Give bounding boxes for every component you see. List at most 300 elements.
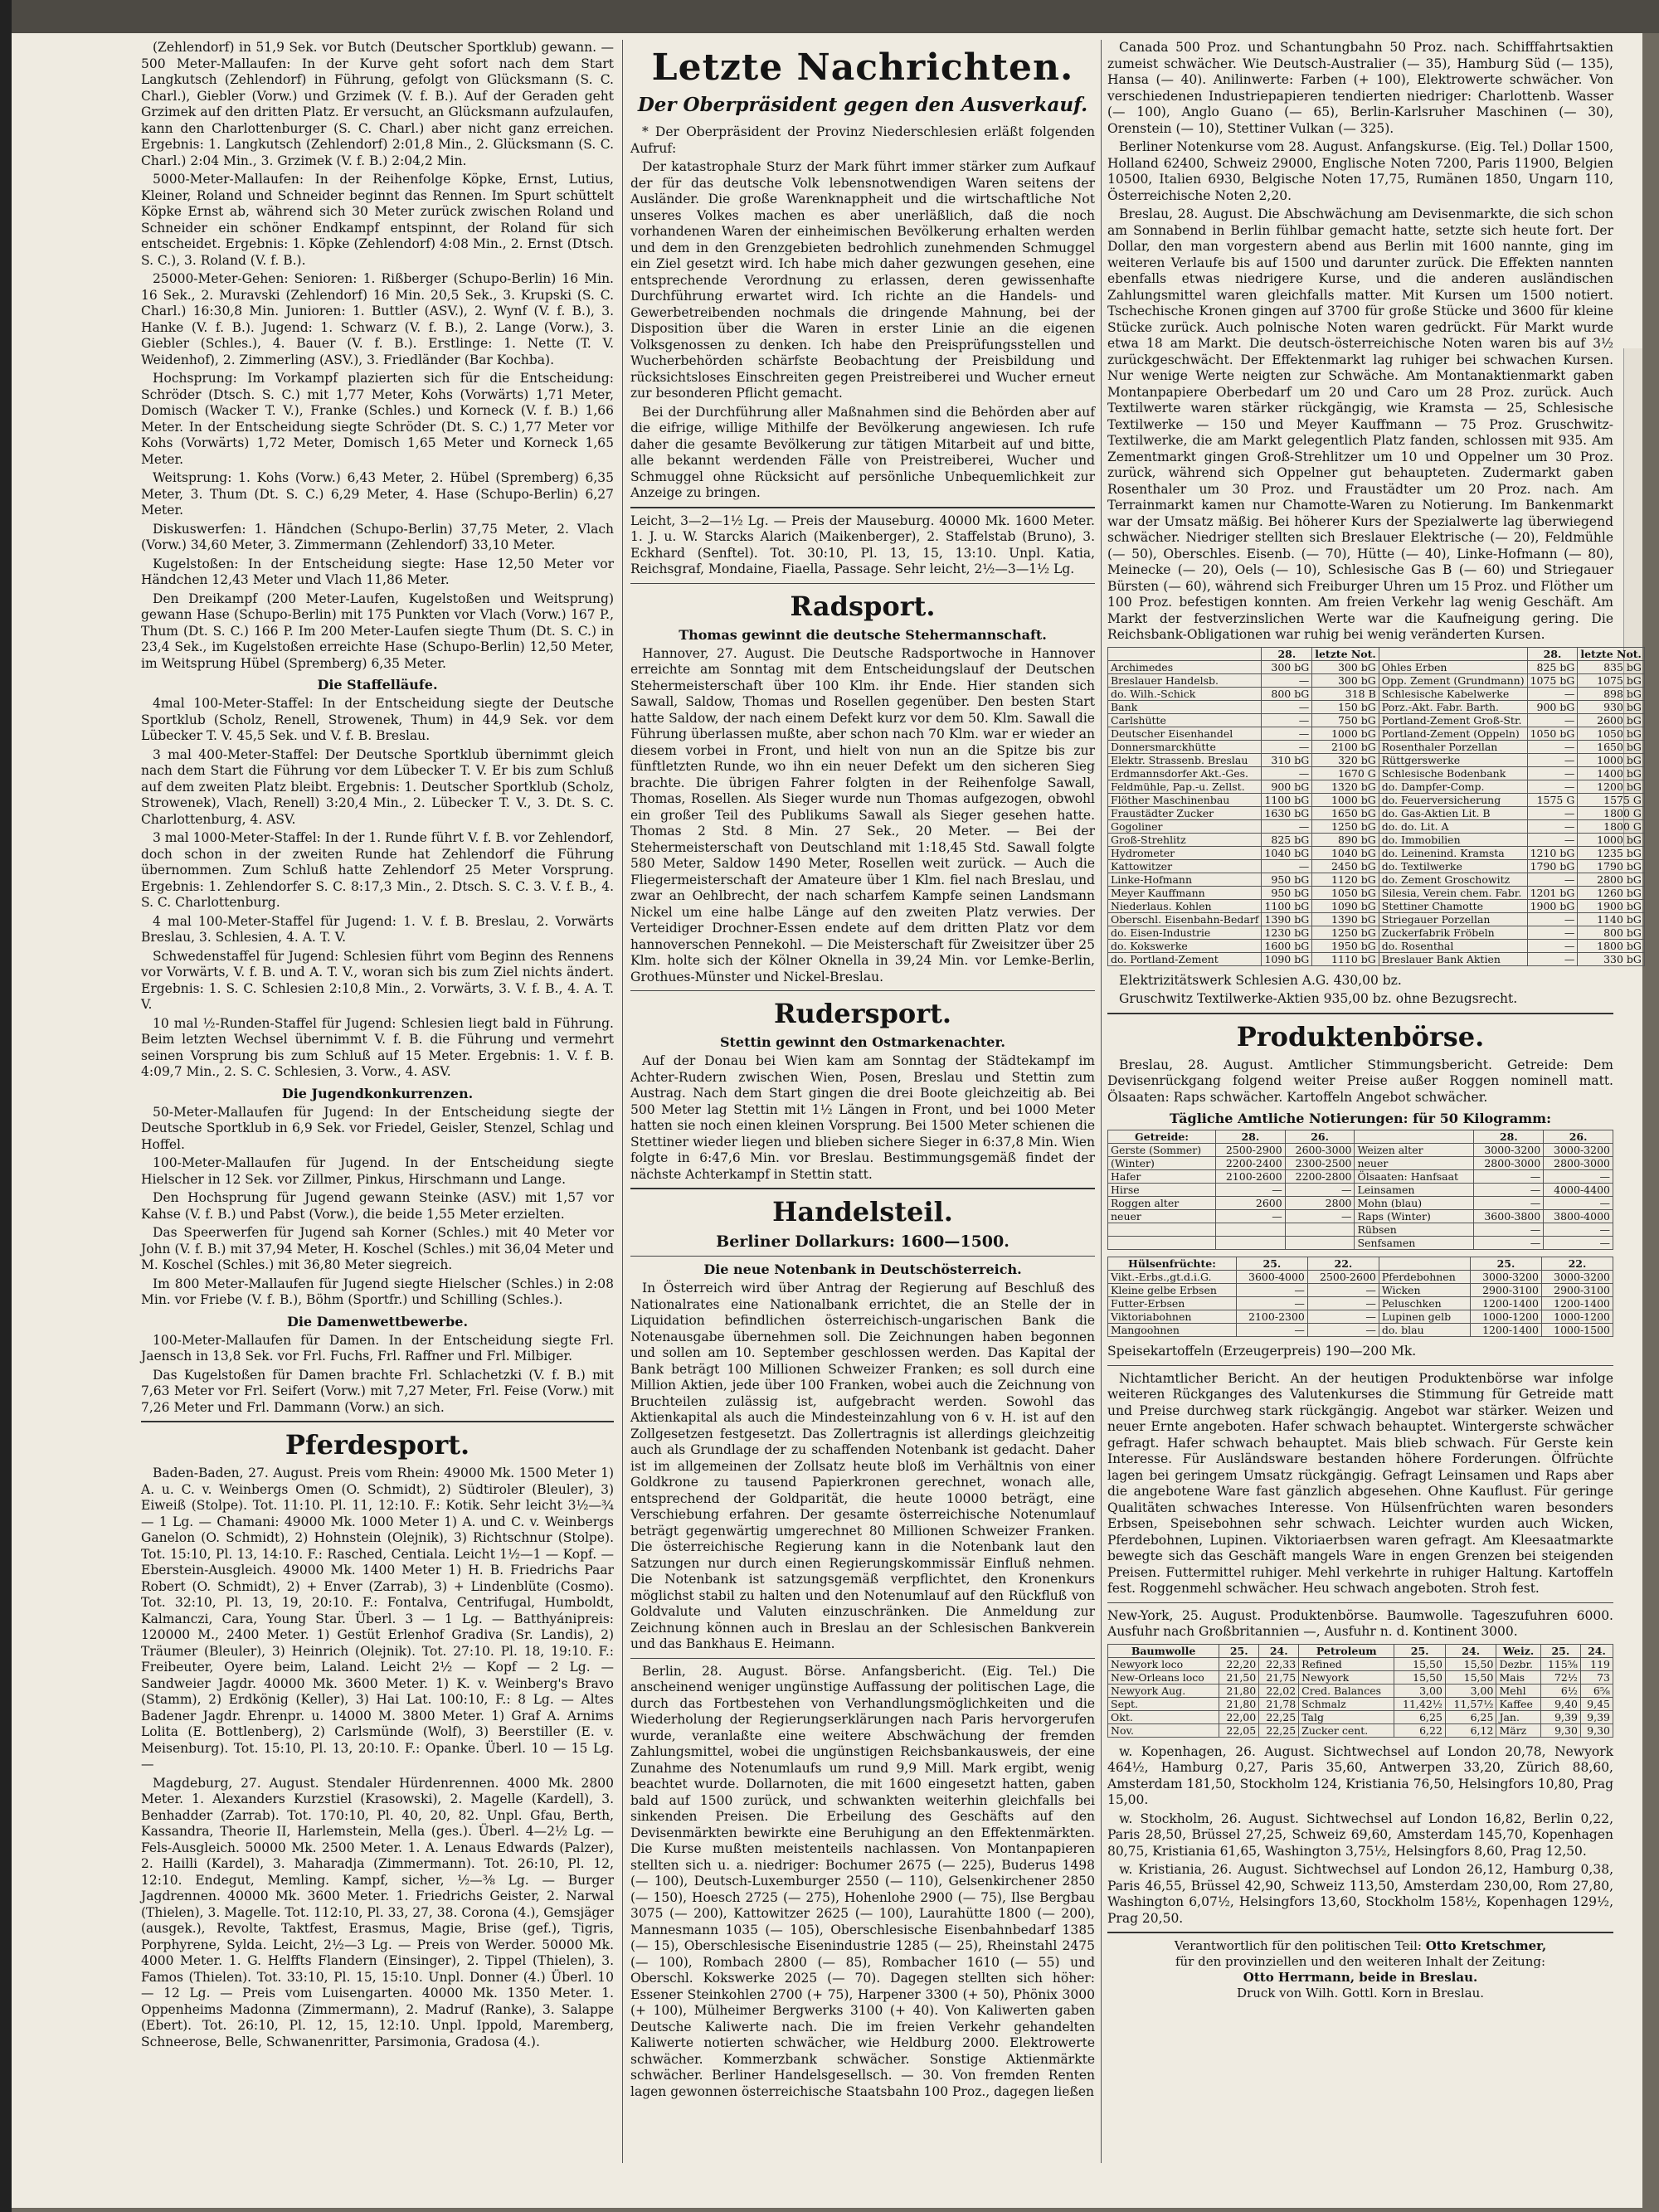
divider: [1107, 1932, 1613, 1933]
produktenborse-heading: Produktenbörse.: [1236, 1020, 1485, 1053]
table-row: [1108, 1310, 1613, 1324]
paragraph: 25000-Meter-Gehen: Senioren: 1. Rißberger (Schupo-Berlin) 16 Min. 16 Sek., 2. Muravski (Zehlendorf) 16 Min. 20,5 Sek., 3. Krupski (S. C. Charl.) 16:30,8 Min. Junioren: 1. Buttler (ASV.), 2. Wynf (V. f. B.), 3. Hanke (V. f. B.). Jugend: 1. Schwarz (V. f. B.), 2. Lange (Vorw.), 3. Giebler (Schles.), 4. Bauer (V. f. B.). Erstlinge: 1. Nette (T. V. Weidenhof), 2. Zimmerling (ASV.), 3. Friedländer (Bar Kochba).: [141, 271, 614, 367]
table-cell: 310 bG: [1262, 753, 1312, 766]
paragraph: 5000-Meter-Mallaufen: In der Reihenfolge Köpke, Ernst, Lutius, Kleiner, Roland und Schneider beginnt das Rennen. Im Spurt schüttelt Köpke Ernst ab, während sich 30 Meter zurück zwischen Roland und Schneider ein schöner Endkampf entspinnt, der Roland für sich entscheidet. Ergebnis: 1. Köpke (Zehlendorf) 4:08 Min., 2. Ernst (Dtsch. S. C.), 3. Roland (V. f. B.).: [141, 172, 614, 268]
table-cell: do. Dampfer-Comp.: [1379, 780, 1527, 793]
table-cell: 22,02: [1259, 1684, 1299, 1697]
radsport-subheading: Thomas gewinnt die deutsche Stehermannschaft.: [679, 626, 1047, 643]
table-row: [1108, 687, 1645, 700]
table-cell: —: [1236, 1297, 1307, 1310]
table-cell: —: [1262, 740, 1312, 753]
table-cell: 1200 bG: [1578, 780, 1645, 793]
paragraph: Diskuswerfen: 1. Händchen (Schupo-Berlin) 37,75 Meter, 2. Vlach (Vorw.) 34,60 Meter, 3. Zimmermann (Zehlendorf) 33,10 Meter.: [141, 521, 614, 552]
table-cell: 1110 bG: [1312, 952, 1379, 965]
table-cell: do. Gas-Aktien Lit. B: [1379, 806, 1527, 819]
table-cell: 1630 bG: [1262, 806, 1312, 819]
table-cell: 825 bG: [1262, 833, 1312, 846]
table-row: [1108, 673, 1645, 687]
paragraph: w. Stockholm, 26. August. Sichtwechsel auf London 16,82, Berlin 0,22, Paris 28,50, Brüssel 27,25, Schweiz 69,60, Amsterdam 145,70, Kopenhagen 80,75, Kristiania 61,65, Washington 3,75½, Helsingfors 8,60, Prag 12,50.: [1107, 1811, 1613, 1859]
table-header-cell: letzte Not.: [1312, 647, 1379, 660]
table-cell: Silesia, Verein chem. Fabr.: [1379, 886, 1527, 899]
table-cell: [1108, 1223, 1216, 1237]
table-cell: Donnersmarckhütte: [1108, 740, 1262, 753]
table-cell: 2500-2600: [1307, 1271, 1379, 1284]
table-header-cell: 22.: [1541, 1257, 1613, 1271]
table-cell: Refined: [1299, 1657, 1394, 1670]
table-cell: —: [1285, 1210, 1355, 1223]
table-cell: Cred. Balances: [1299, 1684, 1394, 1697]
newyork-heading: New-York, 25. August. Produktenbörse. Baumwolle. Tageszufuhren 6000. Ausfuhr nach Großbritannien —, Ausfuhr n. d. Kontinent 3000.: [1107, 1607, 1613, 1639]
table-cell: 1600 bG: [1262, 939, 1312, 952]
table-cell: Mangoohnen: [1108, 1324, 1237, 1337]
table-cell: 900 bG: [1527, 700, 1578, 713]
scan-top-band: [0, 0, 1659, 33]
table-cell: 11,42½: [1394, 1697, 1446, 1710]
table-cell: Hydrometer: [1108, 846, 1262, 859]
table-row: [1108, 819, 1645, 833]
table-cell: 9,40: [1540, 1697, 1580, 1710]
wechsel-text: [1107, 1744, 1613, 1928]
table-cell: 1210 bG: [1527, 846, 1578, 859]
pferdesport-heading: Pferdesport.: [285, 1429, 470, 1461]
table-row: [1108, 1170, 1613, 1184]
table-cell: Weizen alter: [1355, 1144, 1474, 1157]
paragraph: 50-Meter-Mallaufen für Jugend: In der Entscheidung siegte der Deutsche Sportklub in 6,9 Sek. vor Friedel, Geisler, Stenzel, Schlag und Hoffel.: [141, 1104, 614, 1152]
table-cell: —: [1474, 1184, 1544, 1197]
table-cell: 1000-1200: [1470, 1310, 1541, 1324]
table-cell: —: [1262, 727, 1312, 740]
newyork-table-header: [1108, 1644, 1613, 1657]
divider: [630, 507, 1095, 508]
table-cell: 330 bG: [1578, 952, 1645, 965]
table-cell: 1390 bG: [1312, 912, 1379, 926]
table-cell: 300 bG: [1262, 660, 1312, 673]
table-cell: 2800-3000: [1474, 1157, 1544, 1170]
table-cell: [1285, 1237, 1355, 1250]
table-row: [1108, 846, 1645, 859]
table-cell: Rüttgerswerke: [1379, 753, 1527, 766]
huelsen-table: [1107, 1257, 1613, 1337]
table-cell: Opp. Zement (Grundmann): [1379, 673, 1527, 687]
table-cell: Okt.: [1108, 1710, 1219, 1723]
table-cell: Zucker cent.: [1299, 1723, 1394, 1737]
table-cell: —: [1527, 713, 1578, 727]
newyork-table: [1107, 1644, 1613, 1738]
table-header-cell: 24.: [1445, 1644, 1496, 1657]
huelsen-table-block: [1107, 1257, 1613, 1337]
table-row: [1108, 1223, 1613, 1237]
table-header-cell: Petroleum: [1299, 1644, 1394, 1657]
table-cell: —: [1474, 1197, 1544, 1210]
paragraph: 100-Meter-Mallaufen für Jugend. In der Entscheidung siegte Hielscher in 12 Sek. vor Zillmer, Pinkus, Hirschmann und Lange.: [141, 1155, 614, 1187]
paragraph: 100-Meter-Mallaufen für Damen. In der Entscheidung siegte Frl. Jaensch in 13,8 Sek. vor Frl. Fuchs, Frl. Raffner und Frl. Milbiger.: [141, 1332, 614, 1364]
getreide-table: [1107, 1130, 1613, 1250]
paragraph: Bei der Durchführung aller Maßnahmen sind die Behörden aber auf die eifrige, willige Mithilfe der Bevölkerung angewiesen. Ich rufe daher die gesamte Bevölkerung zur tätigen Mitarbeit auf und bitte, alle bekannt werdenden Fälle von Preistreiberei, Wucher und Schmuggel ohne Rücksicht auf persönliche Unbequemlichkeit zur Anzeige zu bringen.: [630, 404, 1095, 500]
table-cell: Rübsen: [1355, 1223, 1474, 1237]
table-cell: —: [1307, 1324, 1379, 1337]
table-cell: 2900-3100: [1470, 1284, 1541, 1297]
table-cell: Rosenthaler Porzellan: [1379, 740, 1527, 753]
table-cell: 1050 bG: [1527, 727, 1578, 740]
table-cell: 1900 bG: [1527, 899, 1578, 912]
table-cell: Newyork loco: [1108, 1657, 1219, 1670]
column-news: [630, 40, 1095, 2196]
table-cell: 2500-2900: [1215, 1144, 1285, 1157]
table-cell: Pferdebohnen: [1379, 1271, 1470, 1284]
amtlich-heading: Tägliche Amtliche Notierungen: für 50 Kilogramm:: [1170, 1111, 1551, 1126]
table-row: [1108, 873, 1645, 886]
divider: [1107, 1602, 1613, 1603]
table-cell: Carlshütte: [1108, 713, 1262, 727]
table-row: [1108, 1157, 1613, 1170]
table-cell: Niederlaus. Kohlen: [1108, 899, 1262, 912]
table-cell: 119: [1580, 1657, 1613, 1670]
table-cell: Kleine gelbe Erbsen: [1108, 1284, 1237, 1297]
table-cell: 3800-4000: [1544, 1210, 1613, 1223]
table-cell: —: [1262, 673, 1312, 687]
table-cell: Viktoriabohnen: [1108, 1310, 1237, 1324]
table-cell: Fraustädter Zucker: [1108, 806, 1262, 819]
paragraph: In Österreich wird über Antrag der Regierung auf Beschluß des Nationalrates eine Nationalbank errichtet, die an Stelle der in Liquidation befindlichen österreichisch-ungarischen Bank die Notenausgabe übernehmen soll. Die Zeichnungen haben begonnen und sollen am 10. September geschlossen werden. Das Kapital der Bank beträgt 100 Millionen Schweizer Franken; es soll durch eine Million Aktien, jede über 100 Franken, wobei auch die Zeichnung von Bruchteilen zulässig ist, aufgebracht werden. Sowohl das Aktienkapital als auch die Mindesteinzahlung von 6 v. H. ist auf den Zollgesetzen festgesetzt. Das Zollertragnis ist allerdings gleichzeitig auch als Grundlage der zu schaffenden Notenbank ist gedacht. Daher ist im allgemeinen der Zollsatz heute bloß im Verhältnis von einer Goldkrone zu tausend Papierkronen gerechnet, wonach alle, entsprechend der Goldparität, die heute 10000 beträgt, eine Verschiebung erfahren. Der gesamte österreichische Notenumlauf beträgt gegenwärtig umgerechnet 80 Millionen Schweizer Franken. Die österreichische Regierung kann in die Notenbank laut den Satzungen nur durch einen Regierungskommissär Einfluß nehmen. Die Notenbank ist satzungsgemäß verpflichtet, den Kronenkurs möglichst stabil zu halten und den Notenumlauf auf den Rückfluß von Goldvalute und Valuten einzuschränken. Die Anmeldung zur Zeichnung können auch in Breslau an der Schlesischen Bankverein und das Bankhaus E. Heimann.: [630, 1281, 1095, 1651]
table-cell: do. do. Lit. A: [1379, 819, 1527, 833]
column-rule: [1101, 40, 1102, 2163]
table-cell: —: [1307, 1284, 1379, 1297]
table-cell: 9,30: [1580, 1723, 1613, 1737]
table-cell: neuer: [1108, 1210, 1216, 1223]
table-cell: Roggen alter: [1108, 1197, 1216, 1210]
table-header-cell: Getreide:: [1108, 1130, 1216, 1144]
table-cell: 1650 bG: [1578, 740, 1645, 753]
imprint-line-1: Verantwortlich für den politischen Teil:: [1174, 1938, 1422, 1953]
table-cell: —: [1474, 1223, 1544, 1237]
paragraph: Im 800 Meter-Mallaufen für Jugend siegte Hielscher (Schles.) in 2:08 Min. vor Friebe (V. f. B.), Böhm (Sportfr.) und Schilling (Schles.).: [141, 1276, 614, 1307]
divider: [630, 1188, 1095, 1189]
table-cell: do. Portland-Zement: [1108, 952, 1262, 965]
table-row: [1108, 700, 1645, 713]
table-cell: —: [1236, 1324, 1307, 1337]
table-row: [1108, 1710, 1613, 1723]
table-cell: 1200-1400: [1541, 1297, 1613, 1310]
table-cell: 2900-3100: [1541, 1284, 1613, 1297]
table-row: [1108, 1271, 1613, 1284]
table-cell: 6,25: [1394, 1710, 1446, 1723]
table-cell: 2800: [1285, 1197, 1355, 1210]
column-sport: [141, 40, 614, 2196]
table-cell: —: [1527, 766, 1578, 780]
mauseburg-result: Leicht, 3—2—1½ Lg. — Preis der Mauseburg. 40000 Mk. 1600 Meter. 1. J. u. W. Starcks Alarich (Maikenberger), 2. Staffelstab (Bruno), 3. Eckhard (Senftel). Tot. 30:10, Pl. 13, 15, 13:10. Unpl. Katia, Reichsgraf, Mondaine, Fiaella, Passage. Sehr leicht, 2½—3—1½ Lg.: [630, 513, 1095, 576]
table-cell: 1050 bG: [1312, 886, 1379, 899]
table-cell: 21,50: [1219, 1670, 1259, 1684]
table-cell: 1000 bG: [1578, 753, 1645, 766]
market-lead-text: [1107, 40, 1613, 644]
table-cell: Bank: [1108, 700, 1262, 713]
table-row: [1108, 859, 1645, 873]
table-cell: 3000-3200: [1474, 1144, 1544, 1157]
table-cell: 1250 bG: [1312, 926, 1379, 939]
table-cell: 1040 bG: [1312, 846, 1379, 859]
table-cell: 3000-3200: [1544, 1144, 1613, 1157]
table-row: [1108, 899, 1645, 912]
paragraph: Baden-Baden, 27. August. Preis vom Rhein: 49000 Mk. 1500 Meter 1) A. u. C. v. Weinbergs Omen (O. Schmidt), 2) Südtiroler (Bleuler), 3) Eiweiß (Stolpe). Tot. 11:10. Pl. 11, 12:10. F.: Kotik. Sehr leicht 3½—¾ — 1 Lg. — Chamani: 49000 Mk. 1000 Meter 1) A. und C. v. Weinbergs Ganelon (O. Schmidt), 2) Hohnstein (Olejnik), 3) Richtschnur (Stolpe). Tot. 15:10, Pl. 13, 14:10. F.: Rasched, Centiala. Leicht 1½—1 — Kopf. — Eberstein-Ausgleich. 49000 Mk. 1400 Meter 1) H. B. Friedrichs Paar Robert (O. Schmidt), 2) + Enver (Zarrab), 3) + Lindenblüte (Cosmo). Tot. 32:10, Pl. 13, 19, 20:10. F.: Fontalva, Centrifugal, Humboldt, Kalmanczi, Cara, Young Star. Überl. 3 — 1 Lg. — Batthyánipreis: 120000 M., 2400 Meter. 1) Gestüt Erlenhof Gradiva (Sr. Landis), 2) Träumer (Bleuler), 3) Heinrich (Olejnik). Tot. 27:10. Pl. 18, 19:10. F.: Freibeuter, Oyere beim, Laland. Leicht 2½ — Kopf — 2 Lg. — Sandweier Jagdr. 40000 Mk. 3600 Meter. 1) K. v. Weinberg's Bravo (Stamm), 2) Erdkönig (Keller), 3) Hai Lat. 100:10, F.: 8 Lg. — Altes Badener Jagdr. Ehrenpr. u. 14000 M. 3800 Meter. 1) Graf A. Arnims Lolita (E. Bottlenberg), 2) Carlsmünde (Wolf), 3) Beerstiller (E. v. Meisenburg). Tot. 15:10, Pl. 13, 20:10. F.: Opanke. Überl. 10 — 15 Lg. —: [141, 1466, 614, 1772]
table-cell: 3000-3200: [1470, 1271, 1541, 1284]
scan-binding-edge: [0, 0, 12, 2212]
table-cell: 1090 bG: [1312, 899, 1379, 912]
table-cell: 2600: [1215, 1197, 1285, 1210]
radsport-heading: Radsport.: [790, 590, 936, 622]
table-cell: 300 bG: [1312, 660, 1379, 673]
table-row: [1108, 727, 1645, 740]
handelsteil-heading: Handelsteil.: [772, 1196, 953, 1228]
table-cell: Sept.: [1108, 1697, 1219, 1710]
table-cell: 9,39: [1540, 1710, 1580, 1723]
table-cell: 2200-2800: [1285, 1170, 1355, 1184]
paragraph: Das Kugelstoßen für Damen brachte Frl. Schlachetzki (V. f. B.) mit 7,63 Meter vor Frl. Seifert (Vorw.) mit 7,27 Meter, Frl. Feise (Vorw.) mit 7,26 Meter und Frl. Dammann (Vorw.) an sich.: [141, 1367, 614, 1415]
table-cell: 1575 G: [1578, 793, 1645, 806]
table-cell: 1650 bG: [1312, 806, 1379, 819]
table-cell: 1000-1500: [1541, 1324, 1613, 1337]
table-cell: 1000 bG: [1312, 727, 1379, 740]
table-cell: Linke-Hofmann: [1108, 873, 1262, 886]
table-cell: Wicken: [1379, 1284, 1470, 1297]
paragraph: Berliner Notenkurse vom 28. August. Anfangskurse. (Eig. Tel.) Dollar 1500, Holland 62400, Schweiz 29000, Englische Noten 7200, Paris 11900, Belgien 10500, Italien 6930, Belgische Noten 17,75, Rumänen 1850, Ungarn 110, Österreichische Noten 2,20.: [1107, 139, 1613, 203]
table-cell: Mehl: [1496, 1684, 1540, 1697]
table-cell: Nov.: [1108, 1723, 1219, 1737]
table-cell: (Winter): [1108, 1157, 1216, 1170]
table-cell: 1075 bG: [1578, 673, 1645, 687]
table-cell: 22,00: [1219, 1710, 1259, 1723]
getreide-table-block: [1107, 1130, 1613, 1250]
table-cell: 1200-1400: [1470, 1324, 1541, 1337]
paragraph: Schwedenstaffel für Jugend: Schlesien führt vom Beginn des Rennens vor Vorwärts, V. f. B. und A. T. V., woran sich bis zum Ziel nichts ändert. Ergebnis: 1. S. C. Schlesien 2:10,8 Min., 2. Vorwärts, 3. V. f. B., 4. A. T. V.: [141, 948, 614, 1012]
table-cell: —: [1262, 859, 1312, 873]
table-cell: Leinsamen: [1355, 1184, 1474, 1197]
table-cell: 1000 bG: [1578, 833, 1645, 846]
table-header-cell: 26.: [1285, 1130, 1355, 1144]
table-cell: —: [1262, 700, 1312, 713]
paragraph: w. Kristiania, 26. August. Sichtwechsel auf London 26,12, Hamburg 0,38, Paris 46,55, Brüssel 42,90, Schweiz 113,50, Amsterdam 230,00, Rom 27,80, Washington 6,07½, Helsingfors 13,60, Stockholm 158½, Kopenhagen 129½, Prag 20,50.: [1107, 1862, 1613, 1926]
table-cell: —: [1527, 833, 1578, 846]
huelsen-table-header: [1108, 1257, 1613, 1271]
jugend-heading: Die Jugendkonkurrenzen.: [281, 1085, 474, 1101]
table-cell: 1790 bG: [1578, 859, 1645, 873]
table-cell: 21,80: [1219, 1684, 1259, 1697]
table-cell: —: [1474, 1170, 1544, 1184]
table-row: [1108, 1197, 1613, 1210]
table-cell: 3000-3200: [1541, 1271, 1613, 1284]
table-cell: 72½: [1540, 1670, 1580, 1684]
table-row: [1108, 1144, 1613, 1157]
table-cell: —: [1215, 1210, 1285, 1223]
table-cell: —: [1236, 1284, 1307, 1297]
paragraph: (Zehlendorf) in 51,9 Sek. vor Butch (Deutscher Sportklub) gewann. — 500 Meter-Mallaufen: In der Kurve geht sofort nach dem Start Langkutsch (Zehlendorf) in Führung, gefolgt von Glücksmann (S. C. Charl.), Giebler (Vorw.) und Grzimek (V. f. B.). Auf der Geraden geht Grzimek auf den dritten Platz. Er versucht, an Glücksmann aufzulaufen, kann den Charlottenburger (S. C. Charl.) aber nicht ganz erreichen. Ergebnis: 1. Langkutsch (Zehlendorf) 2:01,8 Min., 2. Glücksmann (S. C. Charl.) 2:04 Min., 3. Grzimek (V. f. B.) 2:04,2 Min.: [141, 40, 614, 168]
table-cell: 1250 bG: [1312, 819, 1379, 833]
table-cell: 22,05: [1219, 1723, 1259, 1737]
table-cell: do. Eisen-Industrie: [1108, 926, 1262, 939]
table-cell: —: [1474, 1237, 1544, 1250]
table-cell: Deutscher Eisenhandel: [1108, 727, 1262, 740]
table-row: [1108, 753, 1645, 766]
table-row: [1108, 1237, 1613, 1250]
table-cell: 2300-2500: [1285, 1157, 1355, 1170]
table-row: [1108, 1723, 1613, 1737]
column-rule: [622, 40, 623, 2163]
table-cell: 2600 bG: [1578, 713, 1645, 727]
table-cell: 15,50: [1445, 1657, 1496, 1670]
table-cell: do. Wilh.-Schick: [1108, 687, 1262, 700]
table-cell: 3600-3800: [1474, 1210, 1544, 1223]
imprint-name-2: Otto Herrmann, beide in Breslau.: [1243, 1970, 1478, 1985]
table-cell: —: [1544, 1237, 1613, 1250]
table-header-cell: 28.: [1215, 1130, 1285, 1144]
divider: [630, 1256, 1095, 1257]
table-cell: 1000-1200: [1541, 1310, 1613, 1324]
table-cell: Meyer Kauffmann: [1108, 886, 1262, 899]
table-cell: 900 bG: [1262, 780, 1312, 793]
table-header-cell: 26.: [1544, 1130, 1613, 1144]
jugend-text: [141, 1105, 614, 1309]
table-cell: 318 B: [1312, 687, 1379, 700]
table-cell: Erdmannsdorfer Akt.-Ges.: [1108, 766, 1262, 780]
table-cell: —: [1544, 1170, 1613, 1184]
table-cell: 22,20: [1219, 1657, 1259, 1670]
table-header-cell: Hülsenfrüchte:: [1108, 1257, 1237, 1271]
table-cell: 150 bG: [1312, 700, 1379, 713]
table-cell: Flöther Maschinenbau: [1108, 793, 1262, 806]
paragraph: 4mal 100-Meter-Staffel: In der Entscheidung siegte der Deutsche Sportklub (Scholz, Renell, Strowenek, Thum) in 44,9 Sek. vor dem Lübecker T. V. 45,5 Sek. und V. f. B. Breslau.: [141, 696, 614, 743]
table-cell: do. Immobilien: [1379, 833, 1527, 846]
table-cell: 1000 bG: [1312, 793, 1379, 806]
table-cell: 115⅝: [1540, 1657, 1580, 1670]
paragraph: Gruschwitz Textilwerke-Aktien 935,00 bz. ohne Bezugsrecht.: [1119, 991, 1518, 1006]
paragraph: Magdeburg, 27. August. Stendaler Hürdenrennen. 4000 Mk. 2800 Meter. 1. Alexanders Kurzstiel (Krasowski), 2. Magelle (Kardell), 3. Benhadder (Zarrab). Tot. 170:10, Pl. 40, 20, 82. Unpl. Gfau, Berth, Kassandra, Theorie II, Harlemstein, Mella (ges.). Überl. 4—2½ Lg. — Fels-Ausgleich. 50000 Mk. 2500 Meter. 1. A. Lenaus Edwards (Palzer), 2. Hailli (Kardel), 3. Maharadja (Zimmermann). Tot. 26:10, Pl. 12, 12:10. Endegut, Memling. Kampf, sicher, ½—⅜ Lg. — Burger Jagdrennen. 40000 Mk. 3600 Meter. 1. Friedrichs Geister, 2. Narwal (Thielen), 3. Magelle. Tot. 112:10, Pl. 33, 27, 38. Corona (4.), Gemsjäger (ausgek.), Revolte, Taktfest, Erasmus, Magie, Brise (gef.), Tigris, Porphyrene, Sylda. Leicht, 2½—3 Lg. — Preis von Werder. 50000 Mk. 4000 Meter. 1. G. Helffts Flandern (Einsinger), 2. Tippel (Thielen), 3. Famos (Thielen). Tot. 33:10, Pl. 15, 15:10. Unpl. Donner (4.) Überl. 10 — 12 Lg. — Preis vom Luisengarten. 40000 Mk. 1350 Meter. 1. Oppenheims Madonna (Zimmermann), 2. Madruf (Ranke), 3. Salappe (Ebert). Tot. 26:10, Pl. 12, 15, 12:10. Unpl. Ippold, Maremberg, Schneerose, Belle, Schwanenritter, Parsimonia, Gradosa (4.).: [141, 1775, 614, 2049]
news-subtitle: Der Oberpräsident gegen den Ausverkauf.: [637, 94, 1088, 116]
table-cell: do. Feuerversicherung: [1379, 793, 1527, 806]
table-row: [1108, 780, 1645, 793]
table-cell: 1575 G: [1527, 793, 1578, 806]
table-cell: [1215, 1237, 1285, 1250]
table-cell: 1040 bG: [1262, 846, 1312, 859]
table-cell: Groß-Strehlitz: [1108, 833, 1262, 846]
table-cell: 1670 G: [1312, 766, 1379, 780]
table-cell: 300 bG: [1312, 673, 1379, 687]
damen-heading: Die Damenwettbewerbe.: [286, 1313, 469, 1330]
imprint: [1107, 1938, 1613, 2001]
table-cell: —: [1527, 952, 1578, 965]
table-cell: Hirse: [1108, 1184, 1216, 1197]
table-cell: —: [1262, 819, 1312, 833]
dividend-table-header: [1108, 647, 1645, 660]
paragraph: Das Speerwerfen für Jugend sah Korner (Schles.) mit 40 Meter vor John (V. f. B.) mit 37,94 Meter, H. Koschel (Schles.) mit 36,04 Meter und M. Koschel (Schles.) mit 36,80 Meter siegreich.: [141, 1225, 614, 1272]
table-cell: [1285, 1223, 1355, 1237]
table-cell: [1108, 1237, 1216, 1250]
table-cell: Schlesische Bodenbank: [1379, 766, 1527, 780]
table-row: [1108, 926, 1645, 939]
table-cell: Futter-Erbsen: [1108, 1297, 1237, 1310]
table-cell: New-Orleans loco: [1108, 1670, 1219, 1684]
table-cell: Oberschl. Eisenbahn-Bedarf: [1108, 912, 1262, 926]
table-header-cell: 24.: [1259, 1644, 1299, 1657]
table-cell: 6,12: [1445, 1723, 1496, 1737]
rudersport-subheading: Stettin gewinnt den Ostmarkenachter.: [719, 1034, 1005, 1050]
table-cell: Elektr. Strassenb. Breslau: [1108, 753, 1262, 766]
table-cell: 800 bG: [1262, 687, 1312, 700]
table-cell: 2200-2400: [1215, 1157, 1285, 1170]
table-cell: 835 bG: [1578, 660, 1645, 673]
table-row: [1108, 740, 1645, 753]
table-cell: Archimedes: [1108, 660, 1262, 673]
produktenborse-text: Breslau, 28. August. Amtlicher Stimmungsbericht. Getreide: Dem Devisenrückgang folgend weiter Preise außer Roggen nominell matt. Ölsaaten: Raps schwächer. Kartoffeln Angebot schwächer.: [1107, 1057, 1613, 1105]
table-cell: Lupinen gelb: [1379, 1310, 1470, 1324]
table-cell: 9,30: [1540, 1723, 1580, 1737]
rudersport-heading: Rudersport.: [774, 998, 951, 1029]
table-cell: 22,33: [1259, 1657, 1299, 1670]
radsport-text: [630, 646, 1095, 986]
table-header-cell: 25.: [1540, 1644, 1580, 1657]
table-header-cell: 25.: [1219, 1644, 1259, 1657]
table-cell: —: [1527, 753, 1578, 766]
newyork-table-block: [1107, 1644, 1613, 1738]
table-cell: 1400 bG: [1578, 766, 1645, 780]
table-cell: 3,00: [1445, 1684, 1496, 1697]
table-cell: Mohn (blau): [1355, 1197, 1474, 1210]
table-cell: 800 bG: [1578, 926, 1645, 939]
table-cell: Porz.-Akt. Fabr. Barth.: [1379, 700, 1527, 713]
table-cell: Dezbr.: [1496, 1657, 1540, 1670]
table-cell: 2800 bG: [1578, 873, 1645, 886]
table-cell: 11,57½: [1445, 1697, 1496, 1710]
table-cell: 2450 bG: [1312, 859, 1379, 873]
aufruf-text: [630, 159, 1095, 502]
paragraph: w. Kopenhagen, 26. August. Sichtwechsel auf London 20,78, Newyork 464½, Hamburg 0,27, Paris 35,60, Antwerpen 33,20, Zürich 88,60, Amsterdam 181,50, Stockholm 124, Kristiania 76,50, Helsingfors 10,80, Prag 15,00.: [1107, 1743, 1613, 1807]
table-cell: 950 bG: [1262, 873, 1312, 886]
table-row: [1108, 1210, 1613, 1223]
table-cell: 1090 bG: [1262, 952, 1312, 965]
table-cell: 1235 bG: [1578, 846, 1645, 859]
staffel-text: [141, 696, 614, 1081]
table-cell: —: [1527, 912, 1578, 926]
table-cell: 2100-2600: [1215, 1170, 1285, 1184]
table-cell: Ölsaaten: Hanfsaat: [1355, 1170, 1474, 1184]
pferdesport-text: [141, 1466, 614, 2050]
table-cell: Zuckerfabrik Fröbeln: [1379, 926, 1527, 939]
table-row: [1108, 1697, 1613, 1710]
table-row: [1108, 939, 1645, 952]
table-cell: 22,25: [1259, 1723, 1299, 1737]
table-row: [1108, 660, 1645, 673]
paragraph: Canada 500 Proz. und Schantungbahn 50 Proz. nach. Schifffahrtsaktien zumeist schwächer. Wie Deutsch-Australier (— 35), Hamburg Süd (— 135), Hansa (— 40). Anilinwerte: Farben (+ 100), Elektrowerte schwächer. Von verschiedenen Industriepapieren tendierten niedriger: Charlottenb. Wasser (— 100), Anglo Guano (— 65), Berlin-Karlsruher Maschinen (— 30), Orenstein (— 10), Stettiner Vulkan (— 325).: [1107, 40, 1613, 136]
table-cell: 1390 bG: [1262, 912, 1312, 926]
paragraph: Den Dreikampf (200 Meter-Laufen, Kugelstoßen und Weitsprung) gewann Hase (Schupo-Berlin) mit 175 Punkten vor Vlach (Vorw.) 167 P., Thum (Dt. S. C.) 166 P. Im 200 Meter-Laufen siegte Thum (Dt. S. C.) in 23,4 Sek., im Kugelstoßen erreichte Hase (Schupo-Berlin) 12,50 Meter, im Weitsprung Hübel (Spremberg) 6,35 Meter.: [141, 591, 614, 671]
paragraph: 10 mal ½-Runden-Staffel für Jugend: Schlesien liegt bald in Führung. Beim letzten Wechsel übernimmt V. f. B. die Führung und vermehrt seinen Vorsprung bis zum Schluß auf 15 Meter. Ergebnis: 1. V. f. B. 4:09,7 Min., 2. S. C. Schlesien, 3. Vorw., 4. ASV.: [141, 1015, 614, 1079]
table-cell: 1050 bG: [1578, 727, 1645, 740]
table-cell: 2600-3000: [1285, 1144, 1355, 1157]
table-cell: 1075 bG: [1527, 673, 1578, 687]
table-cell: Breslauer Handelsb.: [1108, 673, 1262, 687]
table-row: [1108, 1297, 1613, 1310]
table-header-cell: 24.: [1580, 1644, 1613, 1657]
table-cell: 9,45: [1580, 1697, 1613, 1710]
news-intro: * Der Oberpräsident der Provinz Niederschlesien erläßt folgenden Aufruf:: [630, 124, 1095, 156]
table-cell: Portland-Zement Groß-Str.: [1379, 713, 1527, 727]
table-header-cell: 25.: [1236, 1257, 1307, 1271]
table-row: [1108, 1684, 1613, 1697]
divider: [630, 583, 1095, 584]
table-cell: 750 bG: [1312, 713, 1379, 727]
table-cell: do. Kokswerke: [1108, 939, 1262, 952]
table-cell: Breslauer Bank Aktien: [1379, 952, 1527, 965]
table-cell: 6⅝: [1580, 1684, 1613, 1697]
table-cell: —: [1527, 687, 1578, 700]
